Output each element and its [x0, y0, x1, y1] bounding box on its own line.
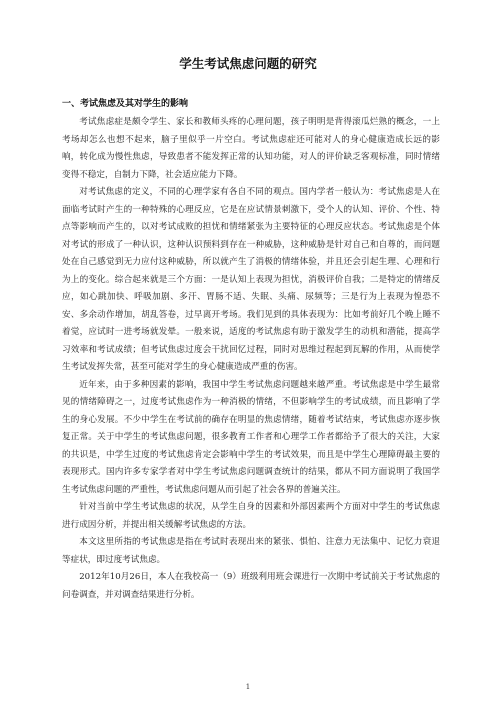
- document-body: [62, 114, 440, 604]
- document-title: 学生考试焦虑问题的研究: [179, 56, 317, 71]
- paragraph: 近年来，由于多种因素的影响，我国中学生考试焦虑问题越来越严重。考试焦虑是中学生最常见的情绪障碍之一，过度考试焦虑作为一种消极的情绪，不但影响学生的考试成绩，而且影响了学生的身心发展。不少中学生在考试前的确存在明显的焦虑情绪，随着考试结束，考试焦虑亦逐步恢复正常。关于中学生的考试焦虑问题，很多教育工作者和心理学工作者都给予了很大的关注，大家的共识是，中学生过度的考试焦虑肯定会影响中学生的考试效果，而且是中学生心理障碍最主要的表现形式。国内许多专家学者对中学生考试焦虑问题调查统计的结果，都从不同方面说明了我国学生考试焦虑问题的严重性，考试焦虑问题从而引起了社会各界的普遍关注。: [62, 379, 440, 495]
- page-number: 1: [245, 683, 251, 691]
- section-heading: 一、考试焦虑及其对学生的影响: [62, 99, 189, 109]
- paragraph: 对考试焦虑的定义，不同的心理学家有各自不同的观点。国内学者一般认为：考试焦虑是人在面临考试时产生的一种特殊的心理反应，它是在应试情景刺激下，受个人的认知、评价、个性、特点等影响而产生的，以对考试成败的担忧和情绪紧张为主要特征的心理反应状态。考试焦虑是个体对考试的形成了一种认识，这种认识预料到存在一种威胁，这种威胁是针对自己和自尊的，而问题处在自己感觉到无力应付这种威胁，所以就产生了消极的情绪体验，并且还会引起生理、心理和行为上的变化。综合起来就是三个方面：一是认知上表现为担忧，消极评价自我；二是特定的情绪反应，如心跳加快、呼吸加剧、多汗、胃肠不适、失眠、头痛、尿频等；三是行为上表现为惶恐不安、多余动作增加，胡乱答卷，过早离开考场。我们见到的具体表现为：比如考前好几个晚上睡不着觉，应试时一进考场就发晕。一般来说，适度的考试焦虑有助于激发学生的动机和潜能，提高学习效率和考试成绩；但考试焦虑过度会干扰回忆过程，同时对思维过程起到瓦解的作用，从而使学生考试发挥失常，甚至可能对学生的身心健康造成严重的伤害。: [62, 187, 440, 372]
- paragraph: 本文这里所指的考试焦虑是指在考试时表现出来的紧张、惧怕、注意力无法集中、记忆力衰退等症状，即过度考试焦虑。: [62, 537, 440, 565]
- paragraph: 针对当前中学生考试焦虑的状况，从学生自身的因素和外部因素两个方面对中学生的考试焦虑进行成因分析，并提出相关缓解考试焦虑的方法。: [62, 502, 440, 530]
- paragraph: 考试焦虑症是颇令学生、家长和教师头疼的心理问题，孩子明明是背得滚瓜烂熟的概念，一上考场却怎么也想不起来，脑子里似乎一片空白。考试焦虑症还可能对人的身心健康造成长远的影响，转化成为慢性焦虑，导致患者不能发挥正常的认知功能，对人的评价缺乏客观标准，同时情绪变得不稳定，自制力下降，社会适应能力下降。: [62, 117, 440, 180]
- paragraph: 2012年10月26日，本人在我校高一（9）班级利用班会课进行一次期中考试前关于考试焦虑的问卷调查，并对调查结果进行分析。: [62, 572, 440, 600]
